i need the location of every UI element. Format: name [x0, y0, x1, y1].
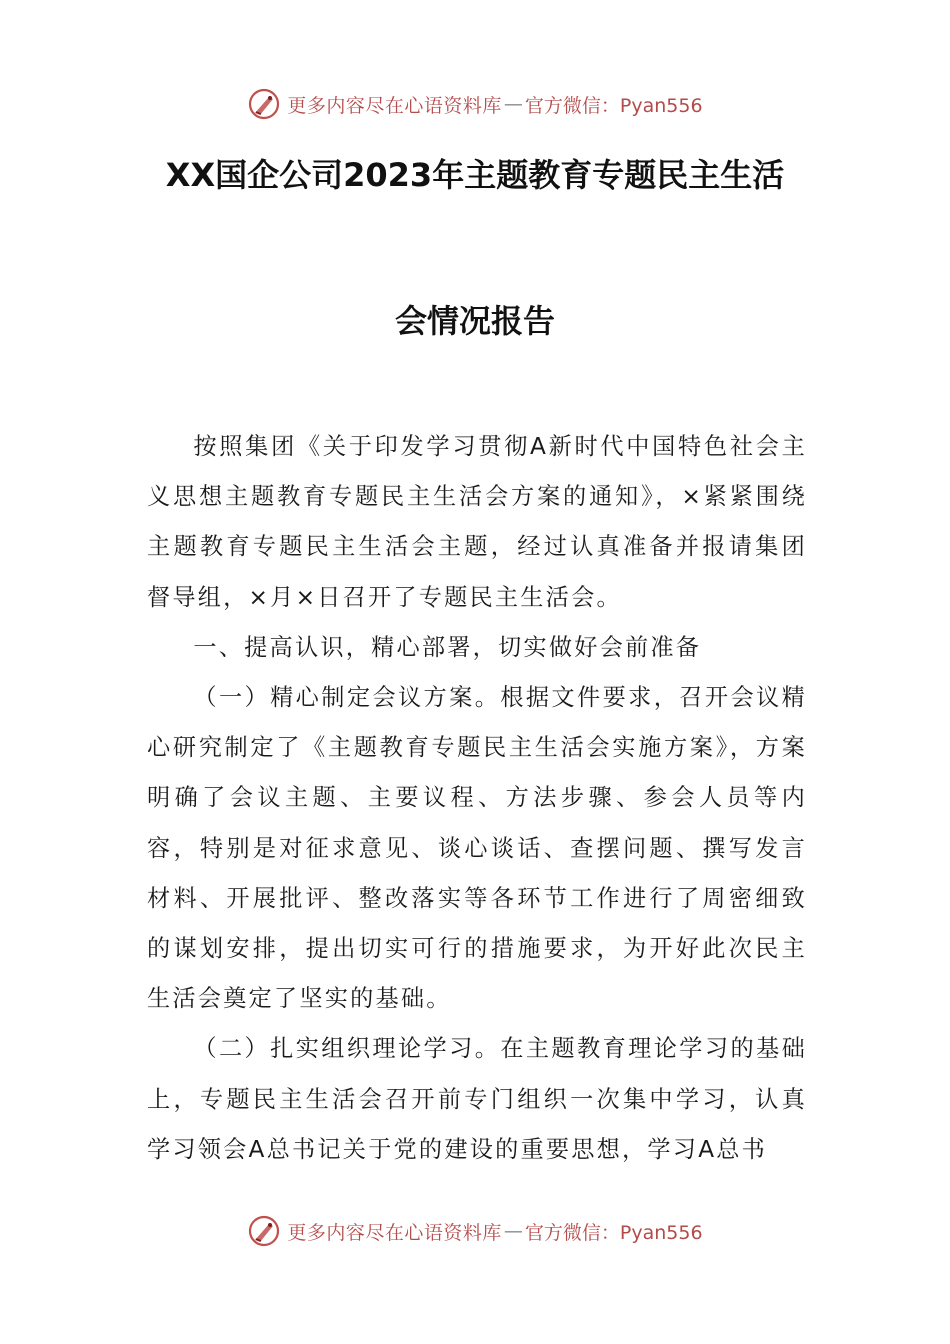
footer-banner	[0, 1211, 950, 1251]
banner-text: 更多内容尽在心语资料库	[287, 1221, 502, 1244]
document-title-line-2: 会情况报告	[394, 302, 555, 340]
banner-wechat: 官方微信：Pyan556	[524, 94, 703, 117]
pen-nib-circle-icon	[247, 87, 281, 121]
header-banner	[0, 84, 950, 124]
section-heading: 一、提高认识，精心部署，切实做好会前准备	[193, 633, 702, 661]
paragraph: （一）精心制定会议方案。根据文件要求，召开会议精心研究制定了《主题教育专题民主生活会实施方案》，方案明确了会议主题、主要议程、方法步骤、参会人员等内容，特别是对征求意见、谈心谈话、查摆问题、撰写发言材料、开展批评、整改落实等各环节工作进行了周密细致的谋划安排，提出切实可行的措施要求，为开好此次民主生活会奠定了坚实的基础。	[147, 684, 807, 1013]
document-title-line-1: XX国企公司2023年主题教育专题民主生活	[165, 156, 785, 194]
banner-separator: —	[503, 93, 523, 115]
banner-text: 更多内容尽在心语资料库	[287, 94, 502, 117]
document-body	[147, 422, 807, 1175]
paragraph: （二）扎实组织理论学习。在主题教育理论学习的基础上，专题民主生活会召开前专门组织一次集中学习，认真学习领会A总书记关于党的建设的重要思想，学习A总书	[147, 1035, 807, 1163]
paragraph: 按照集团《关于印发学习贯彻A新时代中国特色社会主义思想主题教育专题民主生活会方案的通知》，×紧紧围绕主题教育专题民主生活会主题，经过认真准备并报请集团督导组，×月×日召开了专题民主生活会。	[147, 433, 807, 611]
banner-separator: —	[503, 1220, 523, 1242]
pen-nib-circle-icon	[247, 1214, 281, 1248]
banner-wechat: 官方微信：Pyan556	[524, 1221, 703, 1244]
